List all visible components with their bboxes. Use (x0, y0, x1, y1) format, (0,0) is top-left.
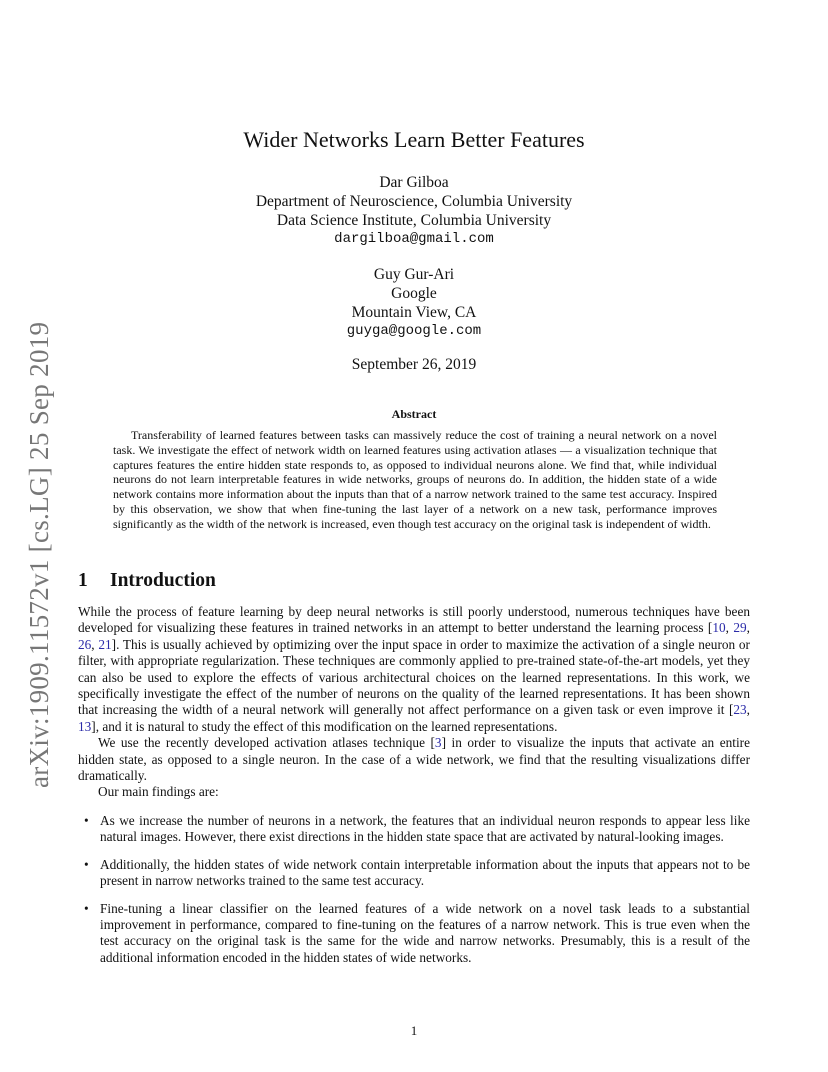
section-title: Introduction (110, 570, 216, 591)
findings-list (78, 813, 750, 966)
text-run: While the process of feature learning by deep neural networks is still poorly understood, numerous techniques have been developed for visualizing these features in trained networks in an attempt to better understand the learning process [ (78, 604, 750, 636)
paper-title: Wider Networks Learn Better Features (243, 127, 585, 152)
abstract-heading: Abstract (391, 407, 437, 421)
citation-link[interactable]: 29 (733, 620, 747, 636)
list-item: • Fine-tuning a linear classifier on the learned features of a wide network on a novel task leads to a substantial improvement in performance, compared to fine-tuning on the features of a narrow network. This is true even when the test accuracy on the original task is the same for the wide and narrow networks. Presumably, this is a result of the additional information encoded in the hidden states of wide networks. (100, 901, 750, 967)
citation-link[interactable]: 26 (78, 636, 92, 652)
author-affiliation: Department of Neuroscience, Columbia University (255, 193, 573, 210)
author-affiliation: Data Science Institute, Columbia University (276, 212, 552, 229)
author-block (78, 173, 750, 341)
list-item: • Additionally, the hidden states of wide network contain interpretable information about the inputs that appears not to be present in narrow networks trained to the same test accuracy. (100, 857, 750, 890)
text-run: ] in order to visualize the inputs that activate an entire hidden state, as opposed to a single neuron. In the case of a wide network, we find that the resulting visualizations differ dramatically. (78, 735, 750, 784)
author-affiliation: Google (391, 285, 437, 302)
author-email: dargilboa@gmail.com (334, 231, 494, 247)
text-run: , (725, 620, 734, 636)
paragraph (78, 735, 750, 784)
paragraph: Our main findings are: (98, 784, 219, 800)
text-run: We use the recently developed activation atlases technique [ (98, 735, 435, 751)
arxiv-identifier: arXiv:1909.11572v1 [cs.LG] 25 Sep 2019 (24, 321, 54, 788)
text-run: ], and it is natural to study the effect of this modification on the learned representations. (91, 718, 558, 734)
citation-link[interactable]: 23 (733, 702, 747, 718)
author-name: Dar Gilboa (379, 174, 449, 191)
citation-link[interactable]: 13 (78, 718, 92, 734)
list-item: • As we increase the number of neurons in a network, the features that an individual neuron responds to appear less like natural images. However, there exist directions in the hidden state space that are activated by natural-looking images. (100, 813, 750, 846)
section-body (78, 604, 750, 977)
text-run: , (746, 702, 750, 718)
citation-link[interactable]: 3 (434, 735, 442, 751)
paper-date: September 26, 2019 (351, 356, 477, 373)
paragraph (78, 604, 750, 735)
text-run: ]. This is usually achieved by optimizing over the input space in order to maximize the activation of a single neuron or filter, with appropriate regularization. These techniques are commonly applied to pre-trained state-of-the-art models, yet they can also be used to explore the effects of various architectural choices on the learned representations. In this work, we specifically investigate the effect of the number of neurons on the quality of the learned representations. It has been shown that increasing the width of a neural network will generally not affect performance on a given task or even improve it [ (78, 636, 750, 718)
text-run: , (746, 620, 750, 636)
citation-link[interactable]: 10 (712, 620, 726, 636)
author-name: Guy Gur-Ari (373, 266, 455, 283)
section-heading (78, 570, 216, 592)
section-number: 1 (78, 570, 88, 591)
author-affiliation: Mountain View, CA (351, 304, 477, 321)
author-email: guyga@google.com (346, 323, 482, 339)
page-number: 1 (410, 1023, 418, 1038)
abstract-text: Transferability of learned features between tasks can massively reduce the cost of training a neural network on a novel task. We investigate the effect of network width on learned features using activation atlases — a visualization technique that captures features the entire hidden state responds to, as opposed to individual neurons alone. We find that, while individual neurons do not learn interpretable features in wide networks, groups of neurons do. In addition, the hidden state of a wide network contains more information about the inputs than that of a narrow network trained to the same test accuracy. Inspired by this observation, we show that when fine-tuning the last layer of a network on a new task, performance improves significantly as the width of the network is increased, even though test accuracy on the original task is independent of width. (113, 428, 717, 531)
citation-link[interactable]: 21 (98, 636, 112, 652)
text-run: , (91, 636, 99, 652)
